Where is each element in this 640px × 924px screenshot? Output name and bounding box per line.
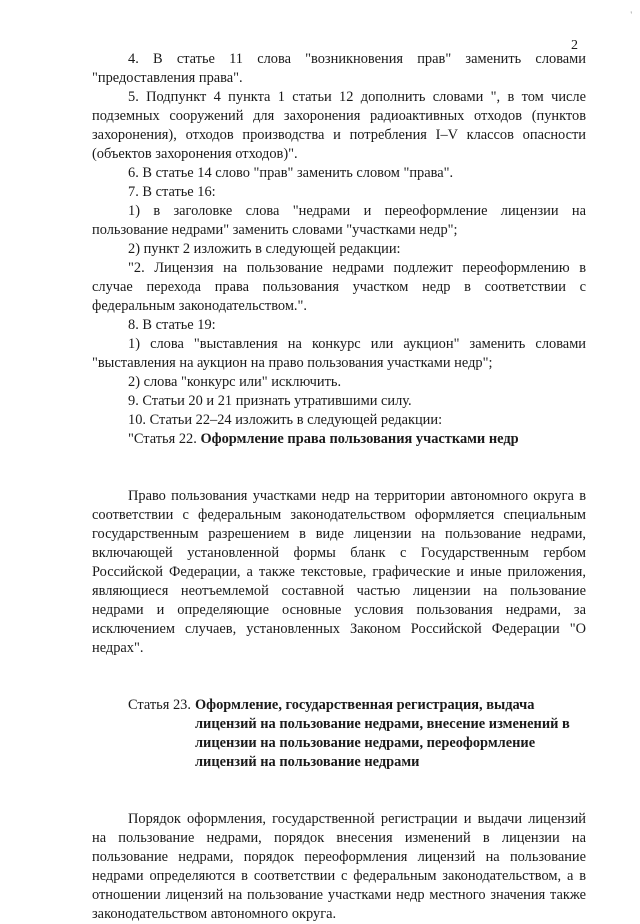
- paragraph-10: 10. Статьи 22–24 изложить в следующей редакции:: [128, 412, 443, 428]
- paragraph-7-item-2: 2) пункт 2 изложить в следующей редакции:: [128, 241, 401, 257]
- spacer: [92, 658, 586, 696]
- article-23-title: Оформление, государственная регистрация, выдача лицензий на пользование недрами, внесение изменений в лицензии на пользование недрами, переоформление лицензий на пользование недрами: [194, 697, 570, 770]
- paragraph-9: 9. Статьи 20 и 21 признать утратившими силу.: [128, 393, 412, 409]
- paragraph-7: 7. В статье 16:: [128, 184, 216, 200]
- spacer: [92, 449, 586, 487]
- paragraph-5: 5. Подпункт 4 пункта 1 статьи 12 дополнить словами ", в том числе подземных сооружений для захоронения радиоактивных отходов (пунктов захоронения), отходов производства и потребления I–V классов опасности (объектов захоронения отходов)".: [92, 89, 586, 162]
- document-body: [92, 50, 586, 924]
- paragraph-6: 6. В статье 14 слово "прав" заменить словом "права".: [128, 165, 454, 181]
- page-number: 2: [571, 38, 578, 53]
- paragraph-7-item-2-text: "2. Лицензия на пользование недрами подлежит переоформлению в случае перехода права пользования участком недр в соответствии с федеральным законодательством.".: [92, 260, 586, 314]
- paragraph-4: 4. В статье 11 слова "возникновения прав" заменить словами "предоставления права".: [92, 51, 586, 86]
- article-22-title: Оформление права пользования участками недр: [200, 431, 519, 447]
- paragraph-8: 8. В статье 19:: [128, 317, 216, 333]
- article-23-heading: [128, 696, 586, 772]
- paragraph-8-item-2: 2) слова "конкурс или" исключить.: [128, 374, 342, 390]
- article-22-body: Право пользования участками недр на территории автономного округа в соответствии с федеральным законодательством оформляется специальным государственным разрешением в виде лицензии на пользование недрами, включающей установленной формы бланк с Государственным гербом Российской Федерации, а также текстовые, графические и иные приложения, являющиеся неотъемлемой составной частью лицензии на пользование недрами и определяющие основные условия пользования недрами, за исключением случаев, установленных Законом Российской Федерации "О недрах".: [92, 488, 586, 656]
- spacer: [92, 772, 586, 810]
- article-23-body: Порядок оформления, государственной регистрации и выдачи лицензий на пользование недрами, порядок внесения изменений в лицензии на пользование недрами, порядок переоформления лицензий на пользование недрами определяются в соответствии с федеральным законодательством, а в отношении лицензий на пользование участками недр местного значения также законодательством автономного округа.: [92, 811, 586, 922]
- paragraph-7-item-1: 1) в заголовке слова "недрами и переоформление лицензии на пользование недрами" заменить словами "участками недр";: [92, 203, 586, 238]
- corner-mark: ': [630, 10, 632, 20]
- article-22-label: "Статья 22.: [128, 431, 197, 447]
- article-22-heading: [92, 430, 586, 449]
- paragraph-8-item-1: 1) слова "выставления на конкурс или аукцион" заменить словами "выставления на аукцион на право пользования участками недр";: [92, 336, 586, 371]
- article-23-label: Статья 23.: [128, 697, 191, 713]
